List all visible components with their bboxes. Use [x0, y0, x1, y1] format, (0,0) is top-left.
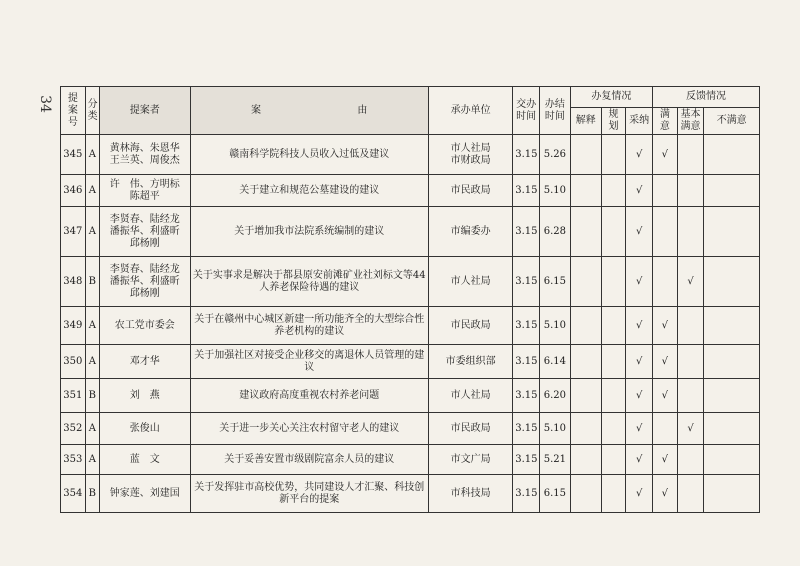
- reply-explain: [570, 445, 601, 475]
- subject: 关于增加我市法院系统编制的建议: [190, 207, 428, 257]
- feedback-unsatisfied: [704, 307, 760, 345]
- feedback-satisfied: [653, 175, 678, 207]
- feedback-basic: [677, 175, 704, 207]
- category: A: [85, 345, 99, 379]
- handling-unit: 市编委办: [428, 207, 512, 257]
- header-subject-right: 由: [357, 104, 368, 116]
- proposer: 蓝 文: [100, 445, 190, 475]
- reply-adopt: √: [626, 175, 653, 207]
- header-feedback-unsatisfied: 不满意: [704, 108, 760, 135]
- handover-date: 3.15: [513, 475, 540, 513]
- proposal-table: [60, 86, 760, 513]
- proposer: 刘 燕: [100, 379, 190, 413]
- handling-unit: 市民政局: [428, 413, 512, 445]
- proposer: 张俊山: [100, 413, 190, 445]
- feedback-basic: [677, 307, 704, 345]
- feedback-unsatisfied: [704, 257, 760, 307]
- handling-unit: 市人社局 市财政局: [428, 135, 512, 175]
- reply-plan: [601, 257, 626, 307]
- reply-adopt: √: [626, 207, 653, 257]
- subject: 关于进一步关心关注农村留守老人的建议: [190, 413, 428, 445]
- proposal-id: 354: [61, 475, 86, 513]
- done-date: 6.20: [539, 379, 570, 413]
- proposal-id: 352: [61, 413, 86, 445]
- reply-adopt: √: [626, 135, 653, 175]
- feedback-unsatisfied: [704, 445, 760, 475]
- handling-unit: 市科技局: [428, 475, 512, 513]
- feedback-unsatisfied: [704, 379, 760, 413]
- done-date: 5.10: [539, 307, 570, 345]
- header-reply-adopt: 采纳: [626, 108, 653, 135]
- header-proposer: 提案者: [100, 87, 190, 135]
- feedback-unsatisfied: [704, 475, 760, 513]
- proposer: 钟家莲、刘建国: [100, 475, 190, 513]
- table-row: [61, 135, 760, 175]
- reply-adopt: √: [626, 257, 653, 307]
- subject: 关于发挥驻市高校优势，共同建设人才汇聚、科技创新平台的提案: [190, 475, 428, 513]
- reply-plan: [601, 207, 626, 257]
- feedback-basic: √: [677, 257, 704, 307]
- table-row: [61, 207, 760, 257]
- handover-date: 3.15: [513, 175, 540, 207]
- handover-date: 3.15: [513, 379, 540, 413]
- done-date: 5.21: [539, 445, 570, 475]
- proposal-id: 346: [61, 175, 86, 207]
- handling-unit: 市民政局: [428, 175, 512, 207]
- header-feedback-group: 反馈情况: [653, 87, 760, 108]
- handover-date: 3.15: [513, 307, 540, 345]
- feedback-basic: [677, 207, 704, 257]
- category: B: [85, 379, 99, 413]
- feedback-unsatisfied: [704, 175, 760, 207]
- reply-plan: [601, 307, 626, 345]
- feedback-basic: √: [677, 413, 704, 445]
- table-row: [61, 413, 760, 445]
- handover-date: 3.15: [513, 345, 540, 379]
- done-date: 5.10: [539, 175, 570, 207]
- table-row: [61, 475, 760, 513]
- done-date: 6.15: [539, 475, 570, 513]
- category: A: [85, 307, 99, 345]
- category: A: [85, 445, 99, 475]
- header-feedback-basic: 基本满意: [677, 108, 704, 135]
- reply-explain: [570, 135, 601, 175]
- handover-date: 3.15: [513, 207, 540, 257]
- reply-plan: [601, 413, 626, 445]
- category: A: [85, 207, 99, 257]
- done-date: 6.15: [539, 257, 570, 307]
- handling-unit: 市民政局: [428, 307, 512, 345]
- table-row: [61, 175, 760, 207]
- reply-plan: [601, 475, 626, 513]
- proposal-id: 347: [61, 207, 86, 257]
- proposer: 邓才华: [100, 345, 190, 379]
- handling-unit: 市人社局: [428, 257, 512, 307]
- feedback-basic: [677, 379, 704, 413]
- table-row: [61, 307, 760, 345]
- reply-plan: [601, 175, 626, 207]
- table-row: [61, 379, 760, 413]
- reply-explain: [570, 175, 601, 207]
- reply-adopt: √: [626, 445, 653, 475]
- reply-adopt: √: [626, 307, 653, 345]
- feedback-satisfied: √: [653, 135, 678, 175]
- reply-plan: [601, 345, 626, 379]
- proposer: 农工党市委会: [100, 307, 190, 345]
- reply-plan: [601, 135, 626, 175]
- done-date: 5.10: [539, 413, 570, 445]
- reply-explain: [570, 307, 601, 345]
- feedback-basic: [677, 445, 704, 475]
- proposal-id: 348: [61, 257, 86, 307]
- header-done: 办结时间: [539, 87, 570, 135]
- reply-explain: [570, 379, 601, 413]
- done-date: 6.14: [539, 345, 570, 379]
- category: A: [85, 175, 99, 207]
- feedback-satisfied: √: [653, 379, 678, 413]
- subject: 建议政府高度重视农村养老问题: [190, 379, 428, 413]
- category: B: [85, 475, 99, 513]
- category: B: [85, 257, 99, 307]
- proposal-id: 350: [61, 345, 86, 379]
- header-unit: 承办单位: [428, 87, 512, 135]
- subject: 关于妥善安置市级剧院富余人员的建议: [190, 445, 428, 475]
- header-reply-plan: 规划: [601, 108, 626, 135]
- handling-unit: 市人社局: [428, 379, 512, 413]
- subject: 关于实事求是解决于都县原安前滩矿业社刘标文等44人养老保险待遇的建议: [190, 257, 428, 307]
- proposal-id: 351: [61, 379, 86, 413]
- feedback-satisfied: [653, 413, 678, 445]
- feedback-satisfied: √: [653, 475, 678, 513]
- reply-explain: [570, 257, 601, 307]
- reply-adopt: √: [626, 475, 653, 513]
- proposer: 许 伟、方明标 陈超平: [100, 175, 190, 207]
- handover-date: 3.15: [513, 413, 540, 445]
- handling-unit: 市委组织部: [428, 345, 512, 379]
- subject: 关于在赣州中心城区新建一所功能齐全的大型综合性养老机构的建议: [190, 307, 428, 345]
- feedback-satisfied: √: [653, 307, 678, 345]
- reply-plan: [601, 445, 626, 475]
- header-subject: [190, 87, 428, 135]
- header-category: 分类: [85, 87, 99, 135]
- feedback-satisfied: [653, 207, 678, 257]
- reply-adopt: √: [626, 413, 653, 445]
- header-subject-left: 案: [251, 104, 262, 116]
- handover-date: 3.15: [513, 257, 540, 307]
- reply-explain: [570, 475, 601, 513]
- header-reply-explain: 解释: [570, 108, 601, 135]
- reply-explain: [570, 207, 601, 257]
- proposer: 李贤春、陆经龙 潘振华、利盛昕 邱杨刚: [100, 257, 190, 307]
- reply-plan: [601, 379, 626, 413]
- proposal-id: 353: [61, 445, 86, 475]
- proposer: 李贤春、陆经龙 潘振华、利盛昕 邱杨刚: [100, 207, 190, 257]
- handling-unit: 市文广局: [428, 445, 512, 475]
- table-row: [61, 345, 760, 379]
- feedback-unsatisfied: [704, 207, 760, 257]
- page-number: 34: [36, 95, 53, 113]
- subject: 关于建立和规范公墓建设的建议: [190, 175, 428, 207]
- reply-explain: [570, 345, 601, 379]
- reply-adopt: √: [626, 345, 653, 379]
- done-date: 6.28: [539, 207, 570, 257]
- proposal-id: 345: [61, 135, 86, 175]
- category: A: [85, 413, 99, 445]
- subject: 赣南科学院科技人员收入过低及建议: [190, 135, 428, 175]
- done-date: 5.26: [539, 135, 570, 175]
- header-reply-group: 办复情况: [570, 87, 652, 108]
- feedback-basic: [677, 345, 704, 379]
- feedback-basic: [677, 135, 704, 175]
- reply-explain: [570, 413, 601, 445]
- proposer: 黄林海、朱恩华 王兰英、周俊杰: [100, 135, 190, 175]
- table-row: [61, 257, 760, 307]
- header-id: 提案号: [61, 87, 86, 135]
- reply-adopt: √: [626, 379, 653, 413]
- handover-date: 3.15: [513, 445, 540, 475]
- subject: 关于加强社区对接受企业移交的离退休人员管理的建议: [190, 345, 428, 379]
- table-row: [61, 445, 760, 475]
- header-handover: 交办时间: [513, 87, 540, 135]
- feedback-satisfied: [653, 257, 678, 307]
- feedback-basic: [677, 475, 704, 513]
- feedback-satisfied: √: [653, 345, 678, 379]
- feedback-unsatisfied: [704, 413, 760, 445]
- proposal-id: 349: [61, 307, 86, 345]
- feedback-satisfied: √: [653, 445, 678, 475]
- category: A: [85, 135, 99, 175]
- feedback-unsatisfied: [704, 345, 760, 379]
- feedback-unsatisfied: [704, 135, 760, 175]
- header-feedback-satisfied: 满意: [653, 108, 678, 135]
- handover-date: 3.15: [513, 135, 540, 175]
